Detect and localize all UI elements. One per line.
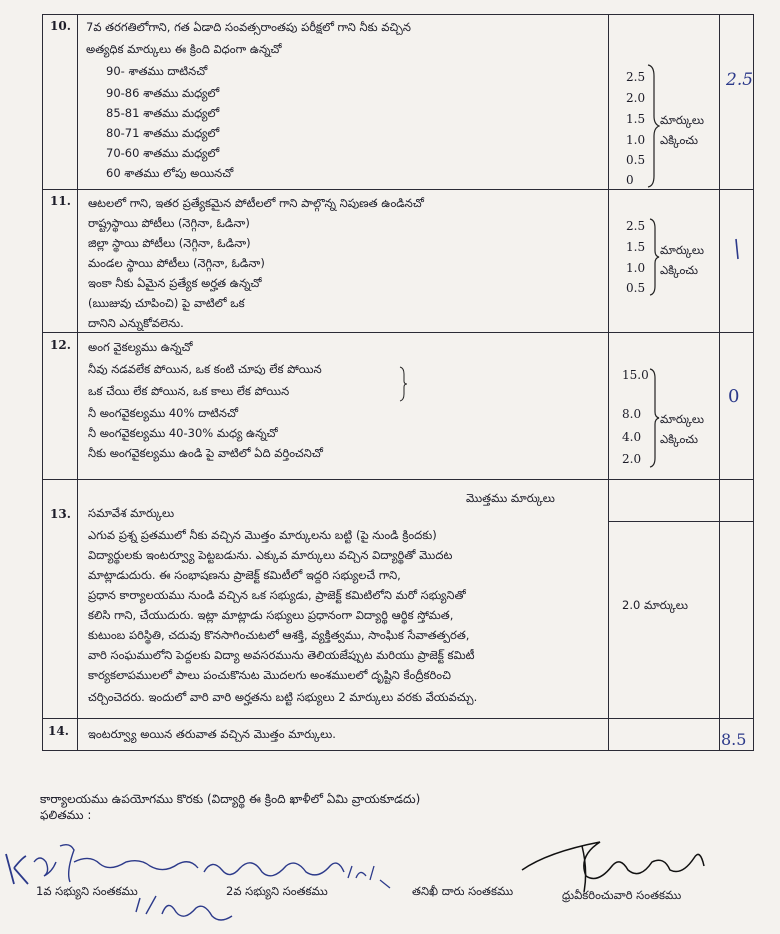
question-text: అంగ వైకల్యము ఉన్నచో [88, 340, 193, 354]
curly-brace-icon [398, 366, 408, 402]
question-text: ఇంటర్వ్యూ అయిన తరువాత వచ్చిన మొత్తం మార్కులు. [88, 727, 336, 741]
marks-value: 0.5 [626, 281, 646, 295]
row-number: 12. [50, 338, 71, 352]
row-number: 11. [50, 194, 71, 208]
handwritten-score [756, 238, 757, 239]
paragraph-line: వారి సంఘములోని పెద్దలకు విద్యా అవసరమును తెలియజేప్పుట మరియు ప్రాజెక్ట్ కమిటీ [88, 648, 475, 662]
marks-value: 1.5 [626, 240, 646, 254]
paragraph-line: ప్రధాన కార్యాలయము నుండి వచ్చిన ఒక సభ్యుడు, ప్రాజెక్ట్ కమిటిలోని మరో సభ్యునితో [88, 588, 466, 602]
marks-label: మార్కులు [660, 412, 704, 426]
option-text: నీ అంగవైకల్యము 40-30% మధ్య ఉన్నచో [88, 426, 278, 440]
total-marks-label: మొత్తము మార్కులు [466, 491, 555, 505]
row-number: 10. [50, 19, 71, 33]
option-text: 85-81 శాతము మధ్యలో [106, 106, 220, 120]
marks-value: 2.5 [626, 70, 646, 84]
paragraph-line: కలిసి గాని, చేయుదురు. ఇట్లా మాట్లాడు సభ్యులు ప్రధానంగా విద్యార్థి ఆర్థిక స్తోమత, [88, 608, 454, 622]
paragraph-line: మాట్లాడుదురు. ఈ సంభాషణను ప్రాజెక్ట్ కమిటీలో ఇద్దరి సభ్యులచే గాని, [88, 568, 401, 582]
row-number: 14. [48, 724, 69, 738]
marks-label: మార్కులు [660, 113, 704, 127]
marks-value: 0 [626, 173, 634, 187]
signature-label-3: తనిఖీ దారు సంతకము [412, 884, 514, 898]
paragraph-line: ఎగువ ప్రశ్న ప్రతములో నీకు వచ్చిన మొత్తం మార్కులను బట్టి (పై నుండి క్రిందకు) [88, 528, 437, 542]
option-text: దానిని ఎన్నుకోవలెను. [88, 316, 184, 330]
signature-label-1: 1వ సభ్యుని సంతకము [36, 884, 138, 898]
marks-label: ఎక్కించు [660, 263, 699, 277]
marks-value: 1.0 [626, 261, 646, 275]
marks-value: 15.0 [622, 368, 649, 382]
marks-value: 1.5 [626, 112, 646, 126]
handwritten-score: 2.5 [726, 70, 754, 90]
option-text: 90- శాతము దాటినచో [106, 64, 208, 78]
marks-label: ఎక్కించు [660, 432, 699, 446]
paragraph-line: విద్యార్థులకు ఇంటర్వ్యూ పెట్టబడును. ఎక్కువ మార్కులు వచ్చిన విద్యార్థితో మొదట [88, 548, 453, 562]
signature-label-4: ధ్రువీకరించువారి సంతకము [562, 888, 682, 902]
marks-value: 2.5 [626, 219, 646, 233]
row-number: 13. [50, 507, 71, 521]
option-text: మండల స్థాయి పోటీలు (నెగ్గినా, ఓడినా) [88, 256, 265, 270]
marks-label: ఎక్కించు [660, 133, 699, 147]
question-text: ఆటలలో గాని, ఇతర ప్రత్యేకమైన పోటీలలో గాని పాల్గొన్న నిపుణత ఉండినచో [88, 196, 424, 210]
paragraph-line: కుటుంబ పరిస్థితి, చదువు కొనసాగించుటలో ఆశక్తి, వ్యక్తిత్వము, సాంఘిక సేవాతత్పరత, [88, 628, 470, 642]
option-text: జిల్లా స్థాయి పోటీలు (నెగ్గినా, ఓడినా) [88, 236, 251, 250]
curly-brace-icon [646, 64, 660, 188]
marks-value: 0.5 [626, 153, 646, 167]
option-text: (ఋజువు చూపించి) పై వాటిలో ఒక [88, 296, 245, 310]
question-text: అత్యధిక మార్కులు ఈ క్రింది విధంగా ఉన్నచో [86, 42, 282, 56]
marks-value: 2.0 [626, 91, 646, 105]
paragraph-line: కార్యకలాపములలో పాలు పంచుకొనుట మొదలగు అంశములలో దృష్టిని కేంద్రీకరించి [88, 668, 451, 682]
marks-label: మార్కులు [660, 243, 704, 257]
section-heading: సమావేశ మార్కులు [88, 506, 175, 520]
option-text: నీకు అంగవైకల్యము ఉండి పై వాటిలో ఏది వర్తించనిచో [88, 446, 323, 460]
marks-value: 1.0 [626, 133, 646, 147]
option-text: 70-60 శాతము మధ్యలో [106, 146, 220, 160]
handwritten-signatures-icon [0, 832, 760, 934]
question-text: 7వ తరగతిలోగాని, గత ఏడాది సంవత్సరాంతపు పరీక్షలో గాని నీకు వచ్చిన [86, 20, 411, 34]
marks-value: 2.0 [622, 452, 642, 466]
option-text: 80-71 శాతము మధ్యలో [106, 126, 220, 140]
office-use-note: కార్యాలయము ఉపయోగము కొరకు (విద్యార్థి ఈ క్రింది ఖాళీలో ఏమి వ్రాయకూడదు) [40, 792, 421, 806]
option-text: 60 శాతము లోపు అయినచో [106, 166, 234, 180]
option-text: 90-86 శాతము మధ్యలో [106, 86, 220, 100]
marks-value: 8.0 [622, 407, 642, 421]
option-text: ఇంకా నీకు ఏమైన ప్రత్యేక అర్హత ఉన్నచో [88, 276, 262, 290]
signature-label-2: 2వ సభ్యుని సంతకము [226, 884, 328, 898]
handwritten-total-score: 8.5 [721, 730, 747, 749]
option-text: నీవు నడవలేక పోయిన, ఒక కంటి చూపు లేక పోయిన [88, 362, 322, 376]
curly-brace-icon [648, 368, 660, 468]
result-label: ఫలితము : [40, 808, 92, 822]
handwritten-score-mark [730, 236, 744, 262]
handwritten-score: 0 [728, 386, 740, 407]
option-text: రాష్ట్రస్థాయి పోటీలు (నెగ్గినా, ఓడినా) [88, 216, 250, 230]
marks-value: 4.0 [622, 430, 642, 444]
paragraph-line: చర్చించెదరు. ఇందులో వారి వారి అర్హతను బట్టి సభ్యులు 2 మార్కులు వరకు వేయవచ్చు. [88, 690, 478, 704]
option-text: నీ అంగవైకల్యము 40% దాటినచో [88, 406, 239, 420]
curly-brace-icon [648, 218, 660, 296]
marks-text: 2.0 మార్కులు [622, 598, 688, 612]
option-text: ఒక చేయి లేక పోయిన, ఒక కాలు లేక పోయిన [88, 384, 290, 398]
